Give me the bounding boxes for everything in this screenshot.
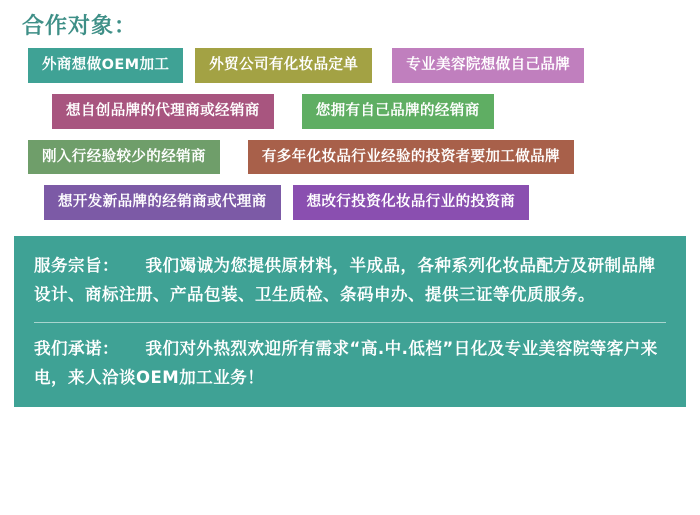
- promise-text: 我们对外热烈欢迎所有需求“高.中.低档”日化及专业美容院等客户来电，来人洽谈OEM加工业务！: [34, 338, 658, 387]
- tag-item[interactable]: 有多年化妆品行业经验的投资者要加工做品牌: [248, 140, 574, 175]
- tag-item[interactable]: 想开发新品牌的经销商或代理商: [44, 185, 281, 220]
- tag-row: [16, 140, 684, 175]
- service-purpose-label: 服务宗旨：: [34, 256, 119, 276]
- promise-block: [34, 335, 666, 393]
- tag-item[interactable]: 想自创品牌的代理商或经销商: [52, 94, 274, 129]
- tag-row: [16, 94, 684, 129]
- tag-item[interactable]: 想改行投资化妆品行业的投资商: [293, 185, 530, 220]
- tag-row: [16, 48, 684, 83]
- tag-row: [16, 185, 684, 220]
- tag-item[interactable]: 刚入行经验较少的经销商: [28, 140, 220, 175]
- info-panel: [14, 236, 686, 407]
- tag-item[interactable]: 外商想做OEM加工: [28, 48, 183, 83]
- service-purpose-text: 我们竭诚为您提供原材料，半成品，各种系列化妆品配方及研制品牌设计、商标注册、产品包装、卫生质检、条码申办、提供三证等优质服务。: [34, 256, 656, 304]
- tag-item[interactable]: 外贸公司有化妆品定单: [195, 48, 372, 83]
- promise-label: 我们承诺：: [34, 338, 119, 358]
- tag-item[interactable]: 您拥有自己品牌的经销商: [302, 94, 494, 129]
- tag-item[interactable]: 专业美容院想做自己品牌: [392, 48, 584, 83]
- page-title: 合作对象：: [22, 14, 138, 39]
- panel-divider: [34, 322, 666, 323]
- tag-area: [0, 46, 700, 220]
- service-purpose-block: [34, 252, 666, 310]
